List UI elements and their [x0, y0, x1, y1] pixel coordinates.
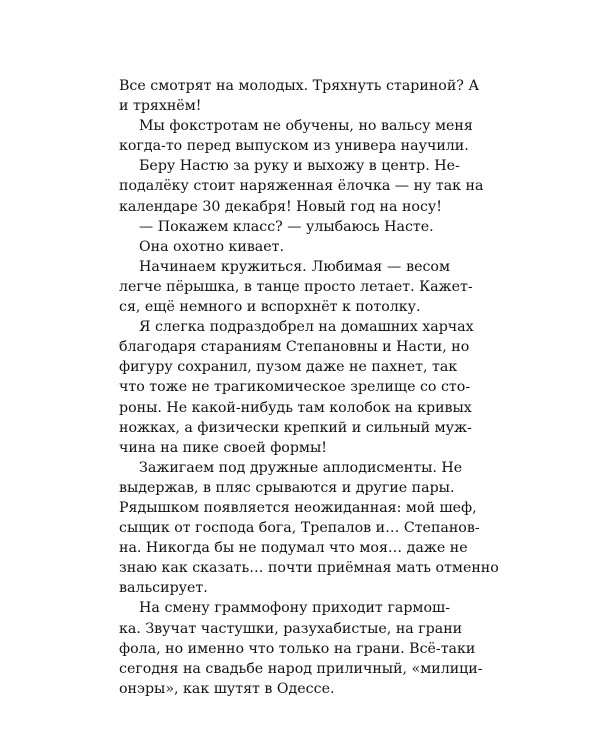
paragraph [119, 76, 480, 116]
text-line: Она охотно кивает. [139, 238, 285, 255]
paragraph [119, 237, 450, 257]
text-line: ножках, а физически крепкий и сильный муж- [119, 419, 472, 436]
text-line: — Покажем класс? — улыбаюсь Насте. [139, 218, 434, 235]
text-line: Зажигаем под дружные аплодисменты. Не [139, 459, 463, 476]
text-line: знаю как сказать… почти приёмная мать отменно [119, 560, 499, 577]
text-line: Мы фокстротам не обучены, но вальсу меня [139, 118, 473, 135]
text-line: выдержав, в пляс срываются и другие пары. [119, 479, 455, 496]
text-line: календаре 30 декабря! Новый год на носу! [119, 198, 442, 215]
text-line: легче пёрышка, в танце просто летает. Кажет- [119, 278, 473, 295]
text-line: онэры», как шутят в Одессе. [119, 680, 335, 697]
text-line: фола, но именно что только на грани. Всё-таки [119, 640, 476, 657]
text-line: сыщик от господа бога, Трепалов и… Степанов- [119, 520, 480, 537]
text-line: на. Никогда бы не подумал что моя… даже не [119, 540, 468, 557]
paragraph [119, 317, 474, 458]
text-line: фигуру сохранил, пузом даже не пахнет, так [119, 359, 458, 376]
paragraph [119, 257, 473, 317]
paragraph [119, 598, 483, 698]
text-line: вальсирует. [119, 580, 208, 597]
text-line: ся, ещё немного и вспорхнёт к потолку. [119, 299, 421, 316]
text-line: роны. Не какой-нибудь там колобок на кривых [119, 399, 472, 416]
text-line: Начинаем кружиться. Любимая — весом [139, 258, 450, 275]
text-line: ка. Звучат частушки, разухабистые, на грани [119, 620, 463, 637]
text-line: чина на пике своей формы! [119, 439, 327, 456]
text-line: сегодня на свадьбе народ приличный, «милици- [119, 660, 483, 677]
text-line: На смену граммофону приходит гармош- [139, 600, 450, 617]
text-line: благодаря стараниям Степановны и Насти, но [119, 339, 470, 356]
text-line: когда-то перед выпуском из универа научили. [119, 138, 469, 155]
text-line: Рядышком появляется неожиданная: мой шеф, [119, 499, 477, 516]
paragraph [119, 116, 473, 156]
text-line: Я слегка подраздобрел на домашних харчах [139, 319, 474, 336]
body-text [119, 76, 499, 699]
text-line: и тряхнём! [119, 98, 202, 115]
paragraph [119, 217, 450, 237]
paragraph [119, 156, 484, 216]
paragraph [119, 458, 499, 599]
text-line: что тоже не трагикомическое зрелище со сто- [119, 379, 471, 396]
text-line: Беру Настю за руку и выхожу в центр. Не- [139, 158, 460, 175]
text-line: подалёку стоит наряженная ёлочка — ну так на [119, 178, 484, 195]
text-line: Все смотрят на молодых. Тряхнуть стариной? А [119, 78, 480, 94]
